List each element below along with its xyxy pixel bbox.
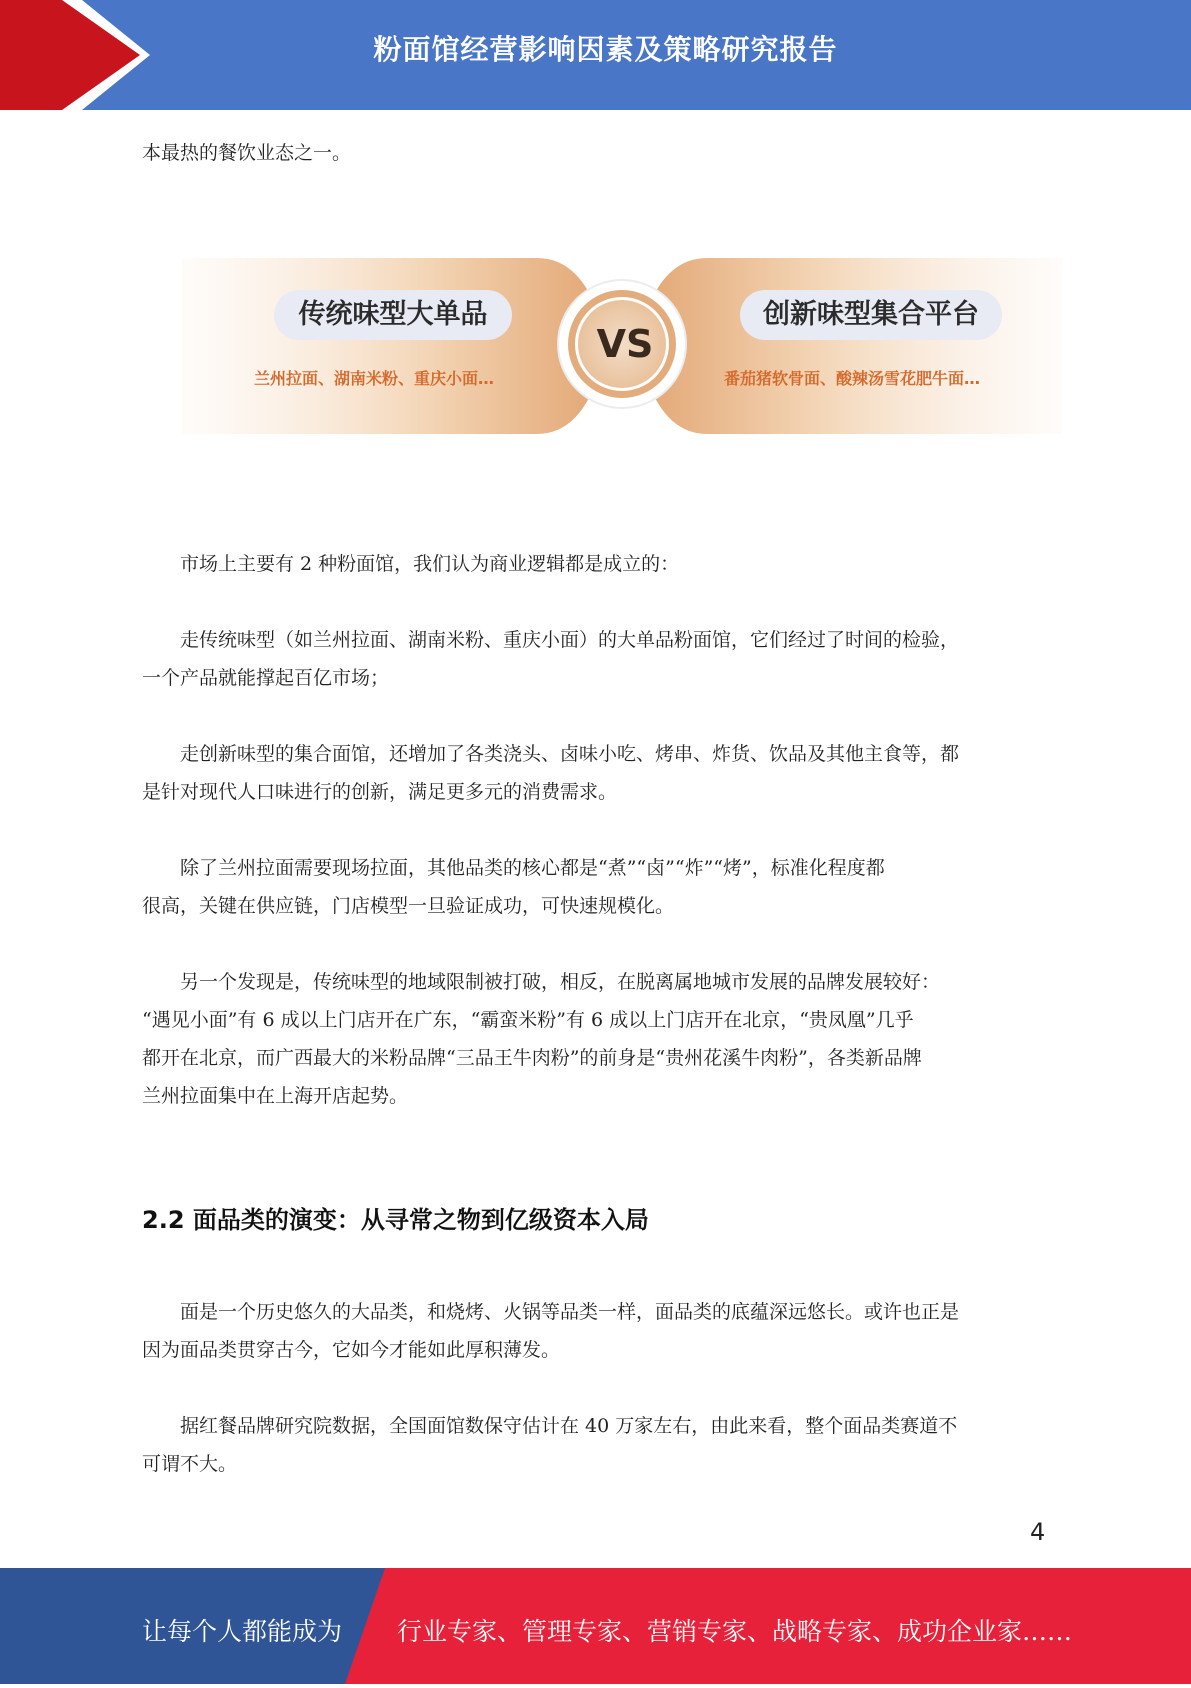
header-title: 粉面馆经营影响因素及策略研究报告 (373, 33, 838, 66)
paragraph-line: 很高，关键在供应链，门店模型一旦验证成功，可快速规模化。 (142, 895, 675, 917)
paragraph-line: 面是一个历史悠久的大品类，和烧烤、火锅等品类一样，面品类的底蕴深远悠长。或许也正是 (180, 1301, 960, 1323)
paragraph-line: 据红餐品牌研究院数据，全国面馆数保守估计在 40 万家左右，由此来看，整个面品类赛道不 (180, 1415, 958, 1437)
paragraph-line: 是针对现代人口味进行的创新，满足更多元的消费需求。 (142, 781, 618, 803)
paragraph-line: 走创新味型的集合面馆，还增加了各类浇头、卤味小吃、烤串、炸货、饮品及其他主食等，都 (180, 743, 960, 765)
left-subtitle: 兰州拉面、湖南米粉、重庆小面… (254, 369, 495, 388)
right-subtitle: 番茄猪软骨面、酸辣汤雪花肥牛面… (724, 369, 981, 388)
vs-label: VS (596, 322, 654, 366)
intro-line: 本最热的餐饮业态之一。 (142, 142, 352, 164)
paragraph-line: 另一个发现是，传统味型的地域限制被打破，相反，在脱离属地城市发展的品牌发展较好： (180, 971, 941, 993)
paragraph-line: 都开在北京，而广西最大的米粉品牌“三品王牛肉粉”的前身是“贵州花溪牛肉粉”，各类新品牌 (142, 1047, 922, 1069)
section-heading: 2.2 面品类的演变：从寻常之物到亿级资本入局 (142, 1206, 649, 1234)
left-title-pill: 传统味型大单品 (274, 290, 512, 340)
paragraph-line: 一个产品就能撑起百亿市场； (142, 667, 390, 689)
paragraph-line: 兰州拉面集中在上海开店起势。 (142, 1085, 409, 1107)
standardization-paragraph (142, 849, 1046, 925)
market-paragraph (142, 545, 1046, 583)
left-banner-shape (182, 258, 597, 434)
traditional-paragraph (142, 621, 1046, 697)
paragraph-line: 可谓不大。 (142, 1453, 238, 1475)
intro-text-block (142, 134, 1046, 172)
paragraph-line: 市场上主要有 2 种粉面馆，我们认为商业逻辑都是成立的： (180, 553, 680, 575)
page-header (0, 0, 1191, 110)
regional-paragraph (142, 963, 1046, 1115)
footer-slogan-left: 让每个人都能成为 (142, 1617, 343, 1646)
right-banner-shape (647, 258, 1062, 434)
footer-slogan-right: 行业专家、管理专家、营销专家、战略专家、成功企业家…… (397, 1617, 1073, 1646)
paragraph-line: 除了兰州拉面需要现场拉面，其他品类的核心都是“煮”“卤”“炸”“烤”，标准化程度都 (180, 857, 885, 879)
vs-comparison-figure (182, 250, 1062, 442)
paragraph-line: 因为面品类贯穿古今，它如今才能如此厚积薄发。 (142, 1339, 561, 1361)
page-number: 4 (1030, 1518, 1046, 1546)
paragraph-line: “遇见小面”有 6 成以上门店开在广东，“霸蛮米粉”有 6 成以上门店开在北京，“贵凤凰”几乎 (142, 1009, 914, 1031)
section-paragraph-1 (142, 1293, 1046, 1369)
paragraph-line: 走传统味型（如兰州拉面、湖南米粉、重庆小面）的大单品粉面馆，它们经过了时间的检验， (180, 629, 960, 651)
innovative-paragraph (142, 735, 1046, 811)
section-paragraph-2 (142, 1407, 1046, 1483)
right-title-pill: 创新味型集合平台 (740, 290, 1002, 340)
